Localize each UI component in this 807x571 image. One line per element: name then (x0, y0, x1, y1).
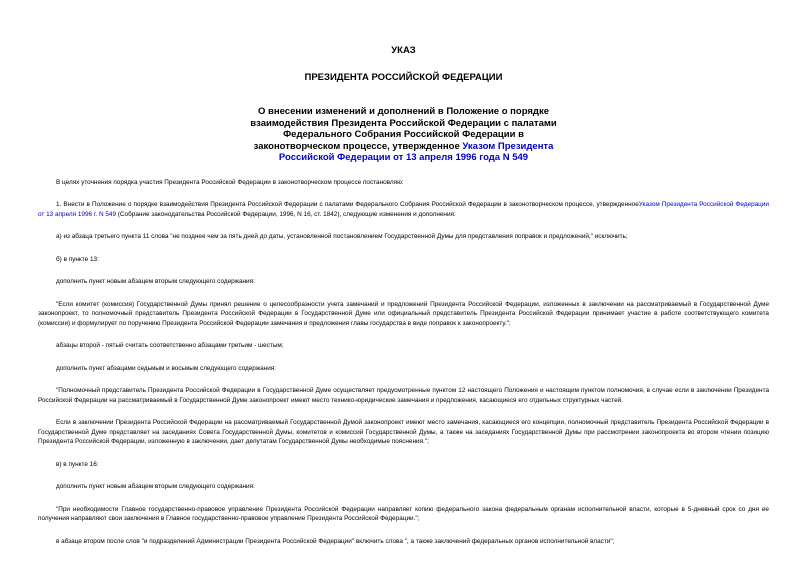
paragraph-c-2: в абзаце втором после слов "и подразделений Администрации Президента Российской Федерации" включить слова ", а также заключений федеральных органов исполнительной власти"; (56, 537, 615, 545)
document-body (38, 178, 769, 547)
paragraph-preamble: В целях уточнения порядка участия Президента Российской Федерации в законотворческом процессе постановляю: (56, 178, 404, 186)
paragraph-c-1: дополнить пункт новым абзацем вторым следующего содержания: (56, 483, 255, 490)
document-title (239, 106, 569, 164)
paragraph-c: в) в пункте 16: (56, 460, 99, 468)
paragraph-b-2: абзацы второй - пятый считать соответственно абзацами третьим - шестым; (56, 342, 284, 349)
paragraph-a: а) из абзаца третьего пункта 11 слова "не позднее чем за пять дней до даты, установленной постановлением Государственной Думы для представления поправок и предложений," исключить; (56, 233, 628, 240)
paragraph-b-1: дополнить пункт новым абзацем вторым следующего содержания: (56, 278, 255, 285)
paragraph-c-quote: "При необходимости Главное государственно-правовое управление Президента Российской Федерации направляет копию федерального закона федеральным органам исполнительной власти, которые в 5-дневный срок со дня ее получения направляют свои заключения в Главное государственно-правовое управление Президента Российской Федерации."; (38, 505, 769, 522)
paragraph-b: б) в пункте 13: (56, 255, 99, 263)
decree-link[interactable]: Указом Президента Российской Федерации от 13 апреля 1996 года N 549 (278, 140, 554, 163)
paragraph-item-1-tail: (Собрание законодательства Российской Федерации, 1996, N 16, ст. 1842), следующие изменения и дополнения: (116, 210, 456, 218)
paragraph-b-quote-3: Если в заключении Президента Российской Федерации на рассматриваемый Государственной Думой законопроект имеют место замечания, касающиеся его концепции, полномочный представитель Президента Российской Федерации в Государственной Думе представляет на заседаниях Совета Государственной Думы, комитетов и комиссий Государственной Думы, а также на заседаниях Государственной Думы при рассмотрении законопроекта во втором чтении позицию Президента Российской Федерации, изложенную в заключении, дает депутатам Государственной Думы необходимые пояснения."; (38, 419, 769, 445)
decree-549-link[interactable]: Указом Президента Российской Федерации от 13 апреля 1996 г. N 549 (38, 201, 769, 218)
paragraph-b-quote: "Если комитет (комиссия) Государственной Думы принял решение о целесообразности учета замечаний и предложений Президента Российской Федерации, изложенных в заключении на рассматриваемый в Государственной Думе законопроект, то полномочный представитель Президента Российской Федерации в Государственной Думе или официальный представитель Президента Российской Федерации принимает участие в работе соответствующего комитета (комиссии) и формулирует по поручению Президента Российской Федерации замечания и предложения главы государства в виде поправок к законопроекту."; (38, 300, 769, 327)
paragraph-b-3: дополнить пункт абзацами седьмым и восьмым следующего содержания: (56, 364, 277, 372)
issuer-heading: ПРЕЗИДЕНТА РОССИЙСКОЙ ФЕДЕРАЦИИ (304, 72, 503, 83)
paragraph-item-1 (38, 200, 769, 219)
paragraph-b-quote-2: "Полномочный представитель Президента Российской Федерации в Государственной Думе осуществляет предусмотренные пунктом 12 настоящего Положения и настоящим пунктом полномочия, в случае если в заключении Президента Российской Федерации на рассматриваемый в Государственной Думе законопроект имеют место технико-юридические замечания и предложения, касающиеся его отдельных структурных частей. (38, 387, 769, 404)
paragraph-item-1-text: 1. Внести в Положение о порядке взаимодействия Президента Российской Федерации с палатами Федерального Собрания Российской Федерации в законотворческом процессе, утвержденное (56, 201, 639, 208)
document-title-text: О внесении изменений и дополнений в Положение о порядке взаимодействия Президента Российской Федерации с палатами Федерального Собрания Российской Федерации в законотворческом процессе, утвержденное (250, 106, 557, 152)
decree-heading: УКАЗ (391, 45, 416, 56)
